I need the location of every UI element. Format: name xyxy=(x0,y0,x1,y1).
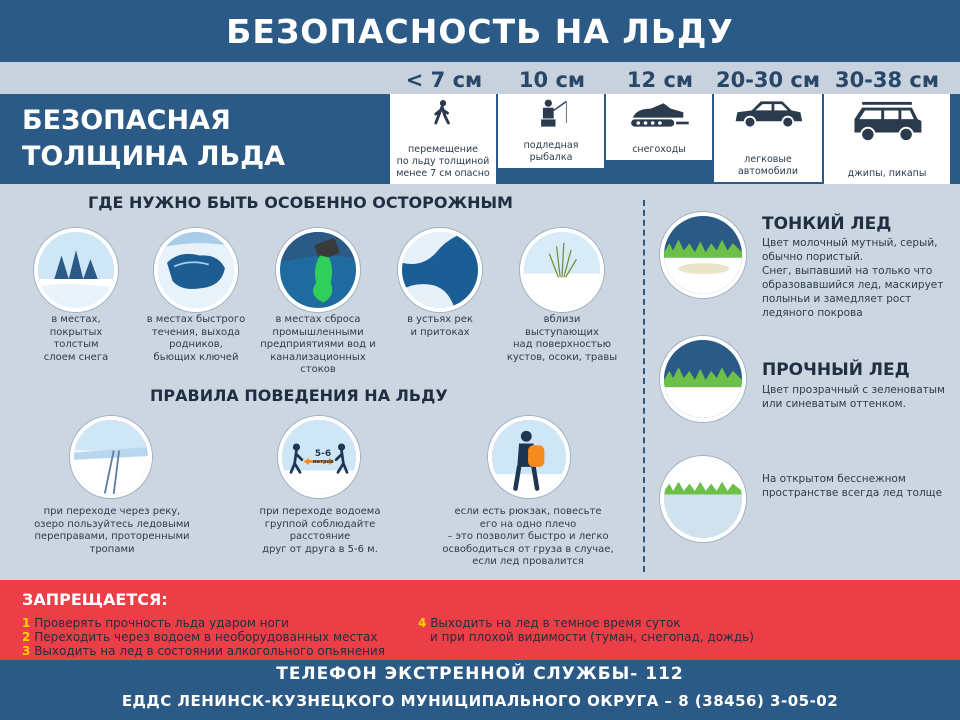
thickness-label-3: 12 см xyxy=(626,68,694,92)
place-text-snow: в местах, покрытых толстым слоем снега xyxy=(43,314,109,363)
thickness-column-12cm xyxy=(606,94,712,160)
page-title: БЕЗОПАСНОСТЬ НА ЛЬДУ xyxy=(226,11,734,51)
thickness-desc-30-38cm: джипы, пикапы xyxy=(847,168,927,179)
rule-text-backpack: если есть рюкзак, повесьте его на одно плечо – это позволит быстро и легко освободиться от груза в случае, если лед провалится xyxy=(442,506,614,567)
forbidden-title: ЗАПРЕЩАЕТСЯ: xyxy=(22,590,168,609)
strong-ice-text: Цвет прозрачный с зеленоватым или синеватым оттенком. xyxy=(762,384,945,410)
edds-phone: ЕДДС ЛЕНИНСК-КУЗНЕЦКОГО МУНИЦИПАЛЬНОГО ОКРУГА – 8 (38456) 3-05-02 xyxy=(121,692,839,710)
ski-track-icon xyxy=(70,416,152,498)
car-icon xyxy=(714,96,822,132)
thickness-desc-20-30cm: легковые автомобили xyxy=(737,154,799,177)
forbidden-item-2: 2 Переходить через водоем в необорудованных местах xyxy=(22,630,378,644)
thickness-column-30-38cm xyxy=(824,94,950,184)
safe-thickness-title xyxy=(22,103,382,175)
open-ice-text: На открытом бесснежном пространстве всегда лед толще xyxy=(762,473,943,499)
thickness-desc-12cm: снегоходы xyxy=(632,144,686,155)
title-banner xyxy=(0,0,960,62)
backpack-icon xyxy=(488,416,570,498)
thickness-column-10cm xyxy=(498,94,604,168)
thickness-label-5: 30-38 см xyxy=(834,68,940,92)
discharge-pipe-icon xyxy=(276,228,360,312)
pedestrian-icon xyxy=(390,96,496,132)
section-divider xyxy=(643,200,645,572)
forbidden-item-4: 4 Выходить на лед в темное время суток xyxy=(418,616,681,630)
thickness-label-1: < 7 см xyxy=(405,68,483,92)
forbidden-item-3: 3 Выходить на лед в состоянии алкогольного опьянения xyxy=(22,644,385,658)
thickness-column-20-30cm xyxy=(714,94,822,182)
thin-ice-icon xyxy=(660,212,746,298)
thickness-label-2: 10 см xyxy=(518,68,586,92)
ice-hole-icon xyxy=(154,228,238,312)
thickness-column-7cm xyxy=(390,94,496,184)
emergency-phone: ТЕЛЕФОН ЭКСТРЕННОЙ СЛУЖБЫ- 112 xyxy=(276,664,684,684)
snow-forest-icon xyxy=(34,228,118,312)
safe-thickness-title-line2: ТОЛЩИНА ЛЬДА xyxy=(22,141,286,172)
safe-thickness-title-line1: БЕЗОПАСНАЯ xyxy=(22,105,231,136)
rules-section-title: ПРАВИЛА ПОВЕДЕНИЯ НА ЛЬДУ xyxy=(150,386,448,405)
distance-badge: 5-6 метров xyxy=(312,449,334,465)
snowmobile-icon xyxy=(606,96,712,132)
reeds-icon xyxy=(520,228,604,312)
strong-ice-title: ПРОЧНЫЙ ЛЕД xyxy=(762,360,910,380)
jeep-icon xyxy=(824,100,950,144)
river-mouth-icon xyxy=(398,228,482,312)
fisherman-icon xyxy=(498,96,604,132)
thin-ice-title: ТОНКИЙ ЛЕД xyxy=(762,214,892,234)
thickness-label-4: 20-30 см xyxy=(715,68,821,92)
thickness-desc-10cm: подледная рыбалка xyxy=(523,140,579,163)
open-ice-icon xyxy=(660,456,746,542)
forbidden-item-1: 1 Проверять прочность льда ударом ноги xyxy=(22,616,289,630)
rule-text-group: при переходе водоема группой соблюдайте расстояние друг от друга в 5-6 м. xyxy=(259,506,381,555)
danger-section-title: ГДЕ НУЖНО БЫТЬ ОСОБЕННО ОСТОРОЖНЫМ xyxy=(88,193,513,212)
thin-ice-text: Цвет молочный мутный, серый, обычно пористый. Снег, выпавший на только что образовавшийся лед, маскирует полыньи и замедляет рост ледяного покрова xyxy=(762,237,944,319)
group-distance-icon xyxy=(278,416,360,498)
forbidden-item-4-line2: и при плохой видимости (туман, снегопад, дождь) xyxy=(430,630,754,644)
place-text-river-mouth: в устьях рек и притоках xyxy=(407,314,473,338)
rule-text-crossing: при переходе через реку, озеро пользуйтесь ледовыми переправами, проторенными тропами xyxy=(34,506,190,555)
place-text-current: в местах быстрого течения, выхода родников, бьющих ключей xyxy=(146,314,246,363)
strong-ice-icon xyxy=(660,336,746,422)
place-text-discharge: в местах сброса промышленными предприятиями вод и канализационных стоков xyxy=(260,314,376,375)
place-text-reeds: вблизи выступающих над поверхностью кустов, осоки, травы xyxy=(506,314,618,363)
thickness-desc-7cm: перемещение по льду толщиной менее 7 см опасно xyxy=(396,144,490,179)
